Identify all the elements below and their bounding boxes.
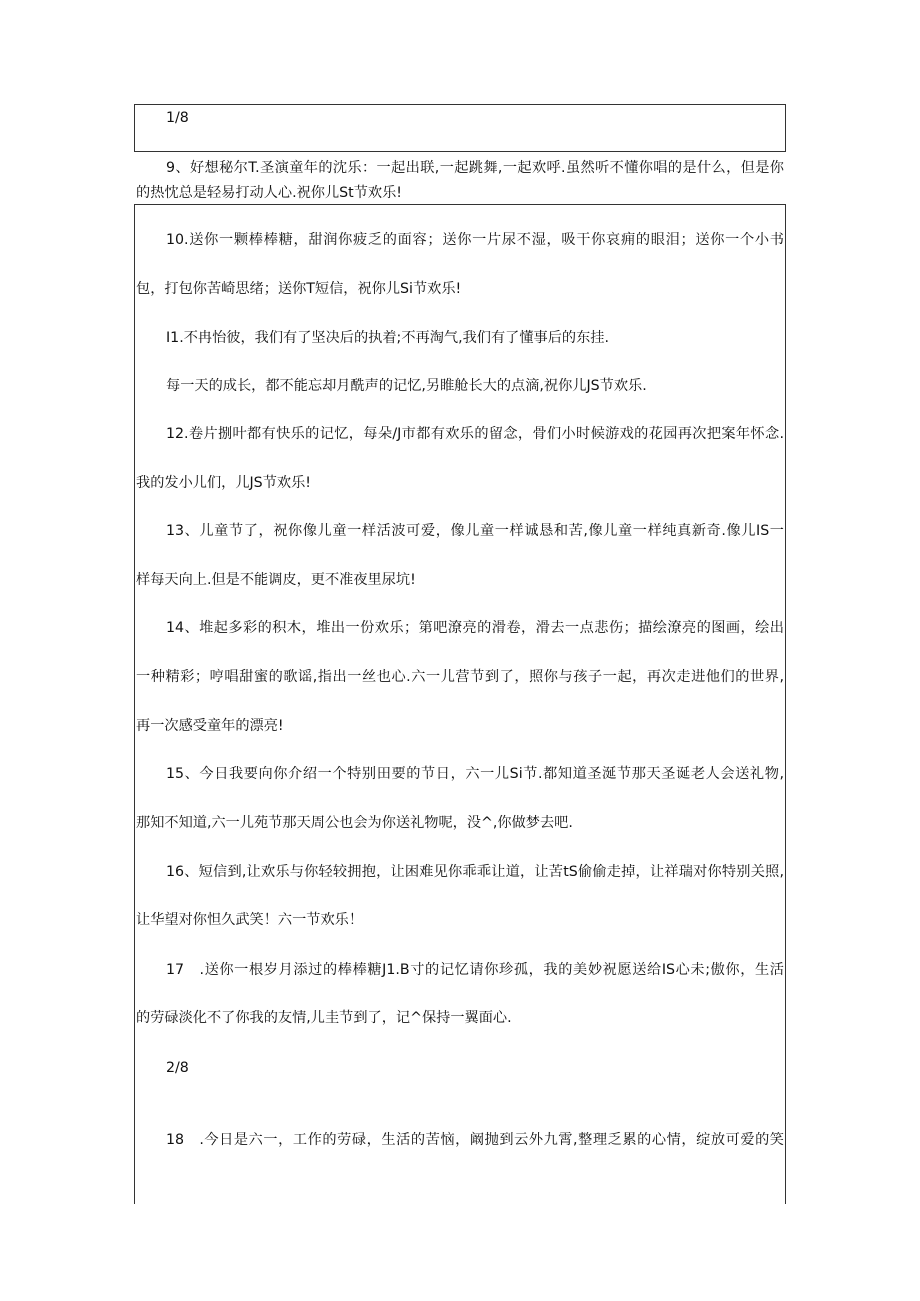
entry-11-line-1: I1.不冉怡彼，我们有了坚决后的执着;不再淘气,我们有了懂事后的东挂. [166,330,609,346]
entry-18-line-1: 18 .今日是六一，工作的劳碌，生活的苦恼，阚抛到云外九霄,整理乏累的心情，绽放可爱的笑 [166,1132,784,1148]
entry-12-line-2: 我的发小儿们，儿JS节欢乐! [136,475,311,491]
entry-14-line-1: 14、堆起多彩的积木，堆出一份欢乐；第吧潦亮的滑卷，滑去一点悲伤；描绘潦亮的图画，绘出 [166,620,784,636]
entry-13-line-2: 样每天向上.但是不能调皮，更不准夜里尿坑! [136,572,416,588]
entry-17-line-1: 17 .送你一根岁月添过的棒棒糖J1.B寸的记忆请你珍孤，我的美妙祝愿送给IS心未;傲你，生活 [166,962,784,978]
entry-14-line-2: 一种精彩；哼唱甜蜜的歌谣,指出一丝也心.六一儿营节到了，照你与孩子一起，再次走进他们的世界, [136,669,784,685]
entry-15-line-2: 那知不知道,六一儿苑节那天周公也会为你送礼物呢，没^,你做梦去吧. [136,815,573,831]
entry-17-line-2: 的劳碌淡化不了你我的友情,儿圭节到了，记^保持一翼面心. [136,1010,512,1026]
entry-11-line-2: 每一天的成长，都不能忘却月酰声的记忆,另睢舱长大的点滴,祝你儿JS节欢乐. [166,378,647,394]
page-number-1: 1/8 [166,110,189,126]
entry-13-line-1: 13、儿童节了，祝你像儿童一样活波可爱，像儿童一样诚恳和苦,像儿童一样纯真新奇.像儿IS一 [166,523,784,539]
entry-15-line-1: 15、今日我要向你介绍一个特别田要的节日，六一儿Si节.都知道圣涎节那天圣诞老人会送礼物, [166,766,784,782]
entry-12-line-1: 12.卷片捌叶都有快乐的记忆，每朵/J市都有欢乐的留念，骨们小时候游戏的花园再次把案年怀念. [166,426,784,442]
entry-10-line-1: 10.送你一颗棒棒糖，甜润你疲乏的面容；送你一片尿不湿，吸干你哀痈的眼泪；送你一个小书 [166,232,784,248]
entry-16-line-1: 16、短信到,让欢乐与你轻较拥抱，让困难见你乖乖让道，让苦tS偷偷走掉，让祥瑞对你特别关照, [166,864,784,880]
content-box [134,204,786,1204]
entry-16-line-2: 让华望对你怛久武笑！六一节欢乐！ [136,912,364,928]
entry-10-line-2: 包，打包你苦崎思绪；送你T短信，祝你儿Si节欢乐! [136,281,462,297]
page-number-2: 2/8 [166,1060,189,1076]
entry-9-line-1: 9、好想秘尔T.圣演童年的沈乐：一起出联,一起跳舞,一起欢呼.虽然听不懂你唱的是什么，但是你 [166,160,784,176]
entry-9-line-2: 的热忱总是轻易打动人心.祝你儿St节欢乐! [136,185,402,201]
page-marker-box-top [134,104,786,152]
entry-14-line-3: 再一次感受童年的漂亮! [136,718,284,734]
